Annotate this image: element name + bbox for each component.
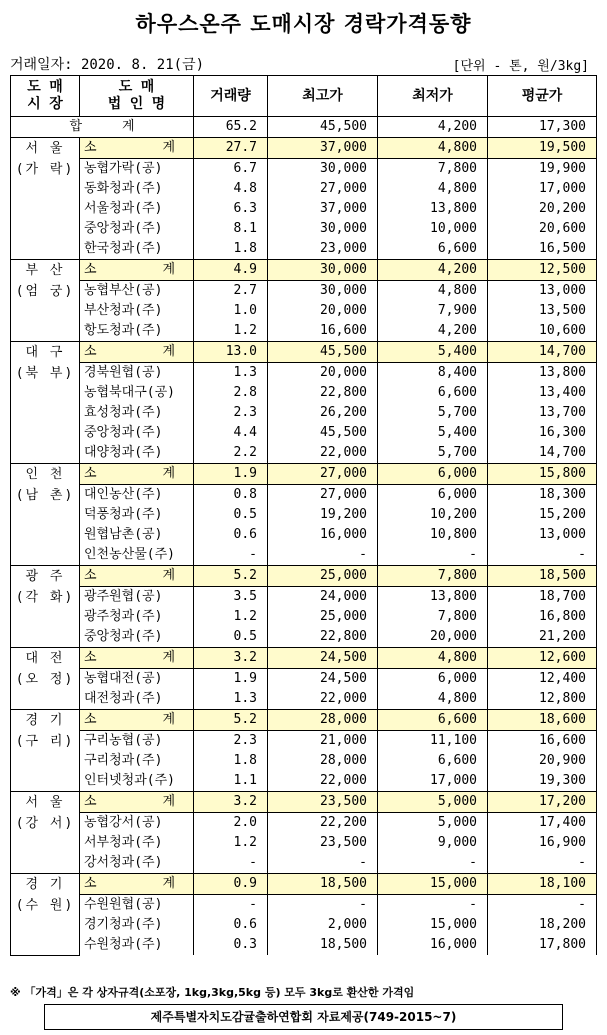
table-row bbox=[11, 525, 597, 545]
price-table bbox=[10, 75, 597, 956]
subtotal-avg: 14,700 bbox=[488, 342, 597, 363]
cell-max: 25,000 bbox=[268, 607, 378, 627]
cell-avg: 12,800 bbox=[488, 689, 597, 710]
cell-min: 6,600 bbox=[378, 751, 488, 771]
header-avg-price: 평균가 bbox=[488, 76, 597, 117]
cell-volume: 1.8 bbox=[194, 751, 268, 771]
table-row bbox=[11, 321, 597, 342]
table-row bbox=[11, 219, 597, 239]
table-row bbox=[11, 895, 597, 916]
cell-avg: 16,300 bbox=[488, 423, 597, 443]
subtotal-min: 7,800 bbox=[378, 566, 488, 587]
firm-name: 중앙청과(주) bbox=[80, 219, 194, 239]
table-row bbox=[11, 607, 597, 627]
header-firm: 도 매 법 인 명 bbox=[80, 76, 194, 117]
table-row bbox=[11, 179, 597, 199]
subtotal-volume: 27.7 bbox=[194, 138, 268, 159]
cell-volume: 0.3 bbox=[194, 935, 268, 955]
cell-min: 17,000 bbox=[378, 771, 488, 792]
table-row bbox=[11, 545, 597, 566]
subtotal-row bbox=[11, 874, 597, 895]
header-market: 도 매 시 장 bbox=[11, 76, 80, 117]
cell-avg: 20,200 bbox=[488, 199, 597, 219]
cell-min: 6,600 bbox=[378, 383, 488, 403]
market-name: 부 산 (엄 궁) bbox=[11, 260, 80, 342]
cell-avg: 13,400 bbox=[488, 383, 597, 403]
cell-max: 23,000 bbox=[268, 239, 378, 260]
cell-volume: 0.8 bbox=[194, 485, 268, 506]
cell-volume: 2.3 bbox=[194, 731, 268, 752]
cell-volume: 4.8 bbox=[194, 179, 268, 199]
cell-avg: 17,800 bbox=[488, 935, 597, 955]
subtotal-volume: 3.2 bbox=[194, 792, 268, 813]
cell-volume: - bbox=[194, 545, 268, 566]
firm-name: 대양청과(주) bbox=[80, 443, 194, 464]
cell-avg: 13,700 bbox=[488, 403, 597, 423]
cell-min: 7,800 bbox=[378, 607, 488, 627]
cell-avg: 20,900 bbox=[488, 751, 597, 771]
subtotal-max: 37,000 bbox=[268, 138, 378, 159]
cell-avg: 14,700 bbox=[488, 443, 597, 464]
cell-min: - bbox=[378, 545, 488, 566]
cell-volume: 2.0 bbox=[194, 813, 268, 834]
subtotal-label: 소 계 bbox=[80, 710, 194, 731]
table-row bbox=[11, 485, 597, 506]
table-row bbox=[11, 587, 597, 608]
subtotal-max: 24,500 bbox=[268, 648, 378, 669]
subtotal-avg: 12,600 bbox=[488, 648, 597, 669]
cell-avg: 16,600 bbox=[488, 731, 597, 752]
cell-max: 24,000 bbox=[268, 587, 378, 608]
firm-name: 구리청과(주) bbox=[80, 751, 194, 771]
market-name: 서 울 (강 서) bbox=[11, 792, 80, 874]
subtotal-row bbox=[11, 138, 597, 159]
cell-max: 22,800 bbox=[268, 627, 378, 648]
cell-volume: 6.7 bbox=[194, 159, 268, 180]
footnote: ※ 「가격」은 각 상자규격(소포장, 1kg,3kg,5kg 등) 모두 3kg로 환산한 가격임 bbox=[10, 986, 415, 999]
table-row bbox=[11, 627, 597, 648]
table-row bbox=[11, 833, 597, 853]
subtotal-label: 소 계 bbox=[80, 464, 194, 485]
cell-avg: 19,900 bbox=[488, 159, 597, 180]
cell-volume: 1.2 bbox=[194, 833, 268, 853]
cell-max: 22,200 bbox=[268, 813, 378, 834]
subtotal-min: 4,800 bbox=[378, 648, 488, 669]
table-row bbox=[11, 363, 597, 384]
cell-volume: 2.2 bbox=[194, 443, 268, 464]
firm-name: 수원원협(공) bbox=[80, 895, 194, 916]
subtotal-row bbox=[11, 648, 597, 669]
subtotal-volume: 0.9 bbox=[194, 874, 268, 895]
cell-min: 8,400 bbox=[378, 363, 488, 384]
cell-avg: 18,700 bbox=[488, 587, 597, 608]
cell-volume: 6.3 bbox=[194, 199, 268, 219]
subtotal-avg: 17,200 bbox=[488, 792, 597, 813]
cell-volume: 0.5 bbox=[194, 627, 268, 648]
cell-avg: - bbox=[488, 545, 597, 566]
subtotal-volume: 5.2 bbox=[194, 566, 268, 587]
table-row bbox=[11, 915, 597, 935]
cell-min: 20,000 bbox=[378, 627, 488, 648]
cell-volume: 2.8 bbox=[194, 383, 268, 403]
subtotal-max: 23,500 bbox=[268, 792, 378, 813]
firm-name: 중앙청과(주) bbox=[80, 627, 194, 648]
firm-name: 광주청과(주) bbox=[80, 607, 194, 627]
market-name: 서 울 (가 락) bbox=[11, 138, 80, 260]
cell-avg: 19,300 bbox=[488, 771, 597, 792]
cell-max: 19,200 bbox=[268, 505, 378, 525]
cell-min: - bbox=[378, 853, 488, 874]
cell-volume: 0.6 bbox=[194, 915, 268, 935]
subtotal-label: 소 계 bbox=[80, 792, 194, 813]
firm-name: 대전청과(주) bbox=[80, 689, 194, 710]
total-label: 합 계 bbox=[11, 117, 194, 138]
cell-avg: 17,000 bbox=[488, 179, 597, 199]
cell-avg: - bbox=[488, 895, 597, 916]
cell-min: 4,800 bbox=[378, 689, 488, 710]
firm-name: 서부청과(주) bbox=[80, 833, 194, 853]
page-title: 하우스온주 도매시장 경락가격동향 bbox=[135, 12, 472, 36]
cell-volume: 8.1 bbox=[194, 219, 268, 239]
cell-avg: - bbox=[488, 853, 597, 874]
subtotal-row bbox=[11, 464, 597, 485]
cell-min: 13,800 bbox=[378, 587, 488, 608]
cell-max: - bbox=[268, 895, 378, 916]
firm-name: 대인농산(주) bbox=[80, 485, 194, 506]
firm-name: 구리농협(공) bbox=[80, 731, 194, 752]
cell-min: 6,600 bbox=[378, 239, 488, 260]
cell-max: 20,000 bbox=[268, 301, 378, 321]
cell-avg: 16,800 bbox=[488, 607, 597, 627]
header-min-price: 최저가 bbox=[378, 76, 488, 117]
cell-avg: 20,600 bbox=[488, 219, 597, 239]
subtotal-volume: 13.0 bbox=[194, 342, 268, 363]
table-row bbox=[11, 301, 597, 321]
cell-volume: 0.6 bbox=[194, 525, 268, 545]
cell-avg: 21,200 bbox=[488, 627, 597, 648]
cell-min: 6,000 bbox=[378, 485, 488, 506]
subtotal-avg: 12,500 bbox=[488, 260, 597, 281]
firm-name: 항도청과(주) bbox=[80, 321, 194, 342]
cell-max: 18,500 bbox=[268, 935, 378, 955]
cell-min: 15,000 bbox=[378, 915, 488, 935]
cell-min: 5,000 bbox=[378, 813, 488, 834]
firm-name: 부산청과(주) bbox=[80, 301, 194, 321]
firm-name: 경북원협(공) bbox=[80, 363, 194, 384]
firm-name: 한국청과(주) bbox=[80, 239, 194, 260]
cell-avg: 16,500 bbox=[488, 239, 597, 260]
subtotal-avg: 18,100 bbox=[488, 874, 597, 895]
subtotal-label: 소 계 bbox=[80, 874, 194, 895]
cell-volume: 1.1 bbox=[194, 771, 268, 792]
cell-min: 13,800 bbox=[378, 199, 488, 219]
subtotal-row bbox=[11, 342, 597, 363]
firm-name: 덕풍청과(주) bbox=[80, 505, 194, 525]
cell-volume: 1.8 bbox=[194, 239, 268, 260]
market-name: 대 전 (오 정) bbox=[11, 648, 80, 710]
cell-volume: 2.7 bbox=[194, 281, 268, 302]
total-row bbox=[11, 117, 597, 138]
cell-max: 16,600 bbox=[268, 321, 378, 342]
cell-min: 10,800 bbox=[378, 525, 488, 545]
cell-min: 4,800 bbox=[378, 179, 488, 199]
table-row bbox=[11, 771, 597, 792]
subtotal-label: 소 계 bbox=[80, 566, 194, 587]
cell-avg: 17,400 bbox=[488, 813, 597, 834]
cell-min: 5,700 bbox=[378, 403, 488, 423]
header-volume: 거래량 bbox=[194, 76, 268, 117]
cell-volume: 1.3 bbox=[194, 689, 268, 710]
cell-max: 30,000 bbox=[268, 159, 378, 180]
cell-min: 6,000 bbox=[378, 669, 488, 690]
cell-volume: 1.9 bbox=[194, 669, 268, 690]
table-row bbox=[11, 281, 597, 302]
firm-name: 인터넷청과(주) bbox=[80, 771, 194, 792]
firm-name: 경기청과(주) bbox=[80, 915, 194, 935]
cell-avg: 10,600 bbox=[488, 321, 597, 342]
market-name: 경 기 (수 원) bbox=[11, 874, 80, 956]
table-row bbox=[11, 689, 597, 710]
cell-max: 23,500 bbox=[268, 833, 378, 853]
table-row bbox=[11, 731, 597, 752]
cell-volume: - bbox=[194, 853, 268, 874]
firm-name: 효성청과(주) bbox=[80, 403, 194, 423]
cell-min: 4,800 bbox=[378, 281, 488, 302]
firm-name: 농협가락(공) bbox=[80, 159, 194, 180]
cell-min: 5,700 bbox=[378, 443, 488, 464]
table-row bbox=[11, 199, 597, 219]
cell-min: 10,200 bbox=[378, 505, 488, 525]
cell-max: - bbox=[268, 853, 378, 874]
table-row bbox=[11, 383, 597, 403]
firm-name: 수원청과(주) bbox=[80, 935, 194, 955]
firm-name: 동화청과(주) bbox=[80, 179, 194, 199]
cell-avg: 15,200 bbox=[488, 505, 597, 525]
subtotal-volume: 5.2 bbox=[194, 710, 268, 731]
unit-label: [단위 - 톤, 원/3kg] bbox=[452, 59, 589, 74]
market-name: 대 구 (북 부) bbox=[11, 342, 80, 464]
cell-volume: 1.2 bbox=[194, 321, 268, 342]
firm-name: 인천농산물(주) bbox=[80, 545, 194, 566]
cell-avg: 18,300 bbox=[488, 485, 597, 506]
total-volume: 65.2 bbox=[194, 117, 268, 138]
cell-max: 21,000 bbox=[268, 731, 378, 752]
subtotal-min: 5,000 bbox=[378, 792, 488, 813]
table-row bbox=[11, 669, 597, 690]
cell-max: 27,000 bbox=[268, 485, 378, 506]
subtotal-volume: 3.2 bbox=[194, 648, 268, 669]
cell-max: 27,000 bbox=[268, 179, 378, 199]
cell-volume: 1.2 bbox=[194, 607, 268, 627]
cell-avg: 18,200 bbox=[488, 915, 597, 935]
subtotal-label: 소 계 bbox=[80, 138, 194, 159]
firm-name: 강서청과(주) bbox=[80, 853, 194, 874]
subtotal-min: 6,600 bbox=[378, 710, 488, 731]
cell-avg: 16,900 bbox=[488, 833, 597, 853]
table-row bbox=[11, 505, 597, 525]
subtotal-row bbox=[11, 792, 597, 813]
firm-name: 원협남촌(공) bbox=[80, 525, 194, 545]
cell-max: 22,000 bbox=[268, 771, 378, 792]
firm-name: 중앙청과(주) bbox=[80, 423, 194, 443]
subtotal-min: 6,000 bbox=[378, 464, 488, 485]
subtotal-label: 소 계 bbox=[80, 260, 194, 281]
subtotal-max: 45,500 bbox=[268, 342, 378, 363]
firm-name: 농협부산(공) bbox=[80, 281, 194, 302]
subtotal-row bbox=[11, 260, 597, 281]
cell-min: 16,000 bbox=[378, 935, 488, 955]
cell-max: 22,800 bbox=[268, 383, 378, 403]
market-name: 광 주 (각 화) bbox=[11, 566, 80, 648]
total-min: 4,200 bbox=[378, 117, 488, 138]
table-row bbox=[11, 935, 597, 955]
table-row bbox=[11, 751, 597, 771]
source-footer: 제주특별자치도감귤출하연합회 자료제공(749-2015~7) bbox=[44, 1004, 563, 1030]
subtotal-max: 30,000 bbox=[268, 260, 378, 281]
cell-volume: 0.5 bbox=[194, 505, 268, 525]
cell-max: 30,000 bbox=[268, 219, 378, 239]
firm-name: 서울청과(주) bbox=[80, 199, 194, 219]
subtotal-max: 27,000 bbox=[268, 464, 378, 485]
cell-min: 10,000 bbox=[378, 219, 488, 239]
table-row bbox=[11, 443, 597, 464]
cell-max: 20,000 bbox=[268, 363, 378, 384]
subtotal-max: 25,000 bbox=[268, 566, 378, 587]
table-row bbox=[11, 813, 597, 834]
cell-volume: - bbox=[194, 895, 268, 916]
cell-avg: 13,500 bbox=[488, 301, 597, 321]
subtotal-min: 5,400 bbox=[378, 342, 488, 363]
total-max: 45,500 bbox=[268, 117, 378, 138]
cell-max: 22,000 bbox=[268, 689, 378, 710]
cell-avg: 13,000 bbox=[488, 281, 597, 302]
subtotal-min: 15,000 bbox=[378, 874, 488, 895]
trade-date: 거래일자: 2020. 8. 21(금) bbox=[10, 57, 205, 73]
cell-max: - bbox=[268, 545, 378, 566]
subtotal-max: 28,000 bbox=[268, 710, 378, 731]
subtotal-min: 4,800 bbox=[378, 138, 488, 159]
cell-min: 5,400 bbox=[378, 423, 488, 443]
table-row bbox=[11, 423, 597, 443]
table-row bbox=[11, 239, 597, 260]
table-row bbox=[11, 159, 597, 180]
table-row bbox=[11, 403, 597, 423]
subtotal-avg: 15,800 bbox=[488, 464, 597, 485]
subtotal-label: 소 계 bbox=[80, 648, 194, 669]
subtotal-avg: 18,500 bbox=[488, 566, 597, 587]
table-header-row bbox=[11, 76, 597, 117]
cell-max: 2,000 bbox=[268, 915, 378, 935]
cell-min: 4,200 bbox=[378, 321, 488, 342]
cell-avg: 13,800 bbox=[488, 363, 597, 384]
cell-avg: 13,000 bbox=[488, 525, 597, 545]
cell-volume: 1.3 bbox=[194, 363, 268, 384]
cell-volume: 2.3 bbox=[194, 403, 268, 423]
table-row bbox=[11, 853, 597, 874]
cell-max: 45,500 bbox=[268, 423, 378, 443]
subtotal-min: 4,200 bbox=[378, 260, 488, 281]
total-avg: 17,300 bbox=[488, 117, 597, 138]
subtotal-avg: 18,600 bbox=[488, 710, 597, 731]
cell-max: 16,000 bbox=[268, 525, 378, 545]
cell-volume: 3.5 bbox=[194, 587, 268, 608]
cell-volume: 4.4 bbox=[194, 423, 268, 443]
firm-name: 농협강서(공) bbox=[80, 813, 194, 834]
market-name: 인 천 (남 촌) bbox=[11, 464, 80, 566]
subtotal-volume: 4.9 bbox=[194, 260, 268, 281]
cell-min: 11,100 bbox=[378, 731, 488, 752]
cell-max: 28,000 bbox=[268, 751, 378, 771]
cell-avg: 12,400 bbox=[488, 669, 597, 690]
subtotal-row bbox=[11, 566, 597, 587]
firm-name: 광주원협(공) bbox=[80, 587, 194, 608]
cell-max: 30,000 bbox=[268, 281, 378, 302]
subtotal-max: 18,500 bbox=[268, 874, 378, 895]
cell-max: 22,000 bbox=[268, 443, 378, 464]
market-name: 경 기 (구 리) bbox=[11, 710, 80, 792]
cell-max: 26,200 bbox=[268, 403, 378, 423]
cell-max: 37,000 bbox=[268, 199, 378, 219]
cell-max: 24,500 bbox=[268, 669, 378, 690]
cell-volume: 1.0 bbox=[194, 301, 268, 321]
subtotal-volume: 1.9 bbox=[194, 464, 268, 485]
cell-min: - bbox=[378, 895, 488, 916]
cell-min: 7,800 bbox=[378, 159, 488, 180]
header-max-price: 최고가 bbox=[268, 76, 378, 117]
subtotal-label: 소 계 bbox=[80, 342, 194, 363]
cell-min: 7,900 bbox=[378, 301, 488, 321]
subtotal-row bbox=[11, 710, 597, 731]
subtotal-avg: 19,500 bbox=[488, 138, 597, 159]
firm-name: 농협북대구(공) bbox=[80, 383, 194, 403]
firm-name: 농협대전(공) bbox=[80, 669, 194, 690]
cell-min: 9,000 bbox=[378, 833, 488, 853]
